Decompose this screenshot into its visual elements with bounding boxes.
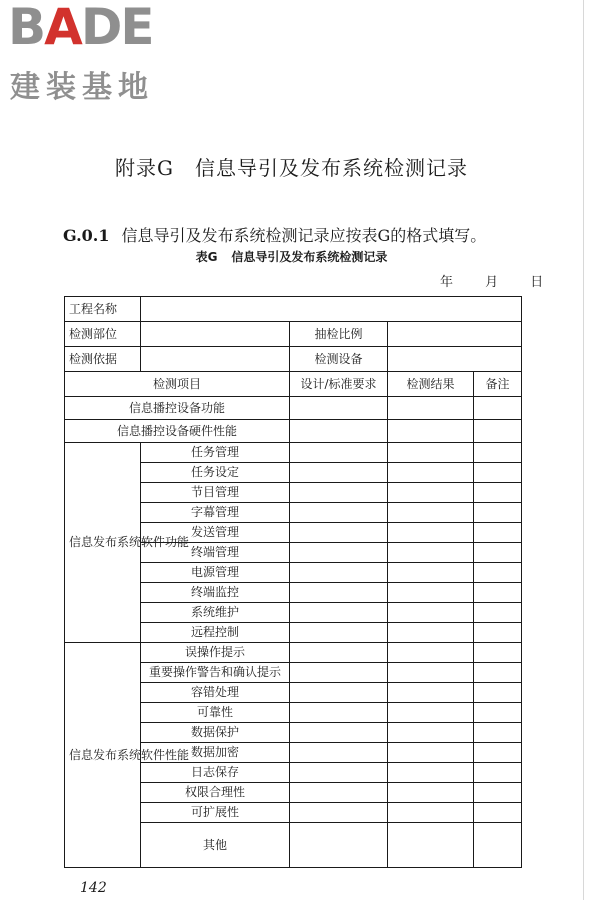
result-cell[interactable] bbox=[388, 783, 474, 803]
result-cell[interactable] bbox=[388, 803, 474, 823]
requirement-cell[interactable] bbox=[290, 543, 388, 563]
item-label: 终端管理 bbox=[141, 543, 290, 563]
remark-cell[interactable] bbox=[474, 543, 522, 563]
result-cell[interactable] bbox=[388, 583, 474, 603]
inspection-record-table bbox=[64, 296, 522, 868]
result-cell[interactable] bbox=[388, 763, 474, 783]
header-remark: 备注 bbox=[474, 372, 522, 397]
remark-cell[interactable] bbox=[474, 743, 522, 763]
remark-cell[interactable] bbox=[474, 443, 522, 463]
page-number: 142 bbox=[80, 880, 107, 896]
requirement-cell[interactable] bbox=[290, 420, 388, 443]
remark-cell[interactable] bbox=[474, 683, 522, 703]
remark-cell[interactable] bbox=[474, 663, 522, 683]
remark-cell[interactable] bbox=[474, 483, 522, 503]
result-cell[interactable] bbox=[388, 523, 474, 543]
item-label: 日志保存 bbox=[141, 763, 290, 783]
sampling-ratio-value[interactable] bbox=[388, 322, 522, 347]
item-label: 字幕管理 bbox=[141, 503, 290, 523]
remark-cell[interactable] bbox=[474, 603, 522, 623]
item-label: 数据保护 bbox=[141, 723, 290, 743]
item-label: 任务设定 bbox=[141, 463, 290, 483]
result-cell[interactable] bbox=[388, 397, 474, 420]
item-label: 误操作提示 bbox=[141, 643, 290, 663]
result-cell[interactable] bbox=[388, 443, 474, 463]
sampling-ratio-label: 抽检比例 bbox=[290, 322, 388, 347]
inspection-basis-value[interactable] bbox=[141, 347, 290, 372]
result-cell[interactable] bbox=[388, 723, 474, 743]
table-row bbox=[65, 322, 522, 347]
remark-cell[interactable] bbox=[474, 397, 522, 420]
requirement-cell[interactable] bbox=[290, 703, 388, 723]
group-software-performance: 信息发布系统软件性能 bbox=[65, 643, 141, 868]
table-row bbox=[65, 397, 522, 420]
inspection-part-label: 检测部位 bbox=[65, 322, 141, 347]
table-caption-number: 表G bbox=[195, 250, 218, 264]
item-label: 权限合理性 bbox=[141, 783, 290, 803]
inspection-equipment-label: 检测设备 bbox=[290, 347, 388, 372]
table-row bbox=[65, 443, 522, 463]
remark-cell[interactable] bbox=[474, 420, 522, 443]
item-label: 容错处理 bbox=[141, 683, 290, 703]
table-row bbox=[65, 643, 522, 663]
remark-cell[interactable] bbox=[474, 463, 522, 483]
inspection-basis-label: 检测依据 bbox=[65, 347, 141, 372]
item-label: 其他 bbox=[141, 823, 290, 868]
project-name-value[interactable] bbox=[141, 297, 522, 322]
inspection-part-value[interactable] bbox=[141, 322, 290, 347]
clause-number: G.0.1 bbox=[63, 226, 110, 245]
result-cell[interactable] bbox=[388, 823, 474, 868]
clause-body: 信息导引及发布系统检测记录应按表G的格式填写。 bbox=[121, 226, 487, 245]
logo-subtitle: 建装基地 bbox=[10, 70, 154, 105]
item-label: 信息播控设备功能 bbox=[65, 397, 290, 420]
requirement-cell[interactable] bbox=[290, 743, 388, 763]
requirement-cell[interactable] bbox=[290, 783, 388, 803]
logo-wordmark: BADE bbox=[8, 0, 153, 56]
result-cell[interactable] bbox=[388, 563, 474, 583]
result-cell[interactable] bbox=[388, 743, 474, 763]
item-label: 可靠性 bbox=[141, 703, 290, 723]
requirement-cell[interactable] bbox=[290, 523, 388, 543]
brand-logo bbox=[8, 0, 178, 105]
group-software-function: 信息发布系统软件功能 bbox=[65, 443, 141, 643]
remark-cell[interactable] bbox=[474, 643, 522, 663]
requirement-cell[interactable] bbox=[290, 603, 388, 623]
remark-cell[interactable] bbox=[474, 703, 522, 723]
item-label: 节目管理 bbox=[141, 483, 290, 503]
remark-cell[interactable] bbox=[474, 723, 522, 743]
table-caption bbox=[0, 248, 583, 265]
clause-text bbox=[63, 223, 486, 246]
item-label: 远程控制 bbox=[141, 623, 290, 643]
date-line: 年 月 日 bbox=[440, 275, 558, 290]
result-cell[interactable] bbox=[388, 503, 474, 523]
inspection-equipment-value[interactable] bbox=[388, 347, 522, 372]
requirement-cell[interactable] bbox=[290, 397, 388, 420]
requirement-cell[interactable] bbox=[290, 763, 388, 783]
requirement-cell[interactable] bbox=[290, 803, 388, 823]
requirement-cell[interactable] bbox=[290, 723, 388, 743]
requirement-cell[interactable] bbox=[290, 823, 388, 868]
result-cell[interactable] bbox=[388, 703, 474, 723]
item-label: 电源管理 bbox=[141, 563, 290, 583]
header-item: 检测项目 bbox=[65, 372, 290, 397]
requirement-cell[interactable] bbox=[290, 663, 388, 683]
result-cell[interactable] bbox=[388, 483, 474, 503]
requirement-cell[interactable] bbox=[290, 563, 388, 583]
requirement-cell[interactable] bbox=[290, 503, 388, 523]
requirement-cell[interactable] bbox=[290, 623, 388, 643]
remark-cell[interactable] bbox=[474, 763, 522, 783]
item-label: 可扩展性 bbox=[141, 803, 290, 823]
item-label: 重要操作警告和确认提示 bbox=[141, 663, 290, 683]
requirement-cell[interactable] bbox=[290, 463, 388, 483]
item-label: 系统维护 bbox=[141, 603, 290, 623]
remark-cell[interactable] bbox=[474, 803, 522, 823]
result-cell[interactable] bbox=[388, 683, 474, 703]
remark-cell[interactable] bbox=[474, 623, 522, 643]
requirement-cell[interactable] bbox=[290, 483, 388, 503]
result-cell[interactable] bbox=[388, 543, 474, 563]
project-name-label: 工程名称 bbox=[65, 297, 141, 322]
header-requirement: 设计/标准要求 bbox=[290, 372, 388, 397]
result-cell[interactable] bbox=[388, 603, 474, 623]
table-row bbox=[65, 420, 522, 443]
result-cell[interactable] bbox=[388, 623, 474, 643]
requirement-cell[interactable] bbox=[290, 583, 388, 603]
remark-cell[interactable] bbox=[474, 783, 522, 803]
result-cell[interactable] bbox=[388, 463, 474, 483]
remark-cell[interactable] bbox=[474, 503, 522, 523]
table-caption-title: 信息导引及发布系统检测记录 bbox=[231, 250, 388, 264]
remark-cell[interactable] bbox=[474, 823, 522, 868]
remark-cell[interactable] bbox=[474, 523, 522, 543]
header-result: 检测结果 bbox=[388, 372, 474, 397]
table-header-row bbox=[65, 372, 522, 397]
requirement-cell[interactable] bbox=[290, 643, 388, 663]
result-cell[interactable] bbox=[388, 420, 474, 443]
appendix-title: 附录G 信息导引及发布系统检测记录 bbox=[115, 156, 468, 180]
item-label: 任务管理 bbox=[141, 443, 290, 463]
requirement-cell[interactable] bbox=[290, 683, 388, 703]
result-cell[interactable] bbox=[388, 643, 474, 663]
result-cell[interactable] bbox=[388, 663, 474, 683]
table-row bbox=[65, 347, 522, 372]
item-label: 终端监控 bbox=[141, 583, 290, 603]
table-row bbox=[65, 297, 522, 322]
item-label: 数据加密 bbox=[141, 743, 290, 763]
item-label: 发送管理 bbox=[141, 523, 290, 543]
remark-cell[interactable] bbox=[474, 583, 522, 603]
remark-cell[interactable] bbox=[474, 563, 522, 583]
requirement-cell[interactable] bbox=[290, 443, 388, 463]
item-label: 信息播控设备硬件性能 bbox=[65, 420, 290, 443]
